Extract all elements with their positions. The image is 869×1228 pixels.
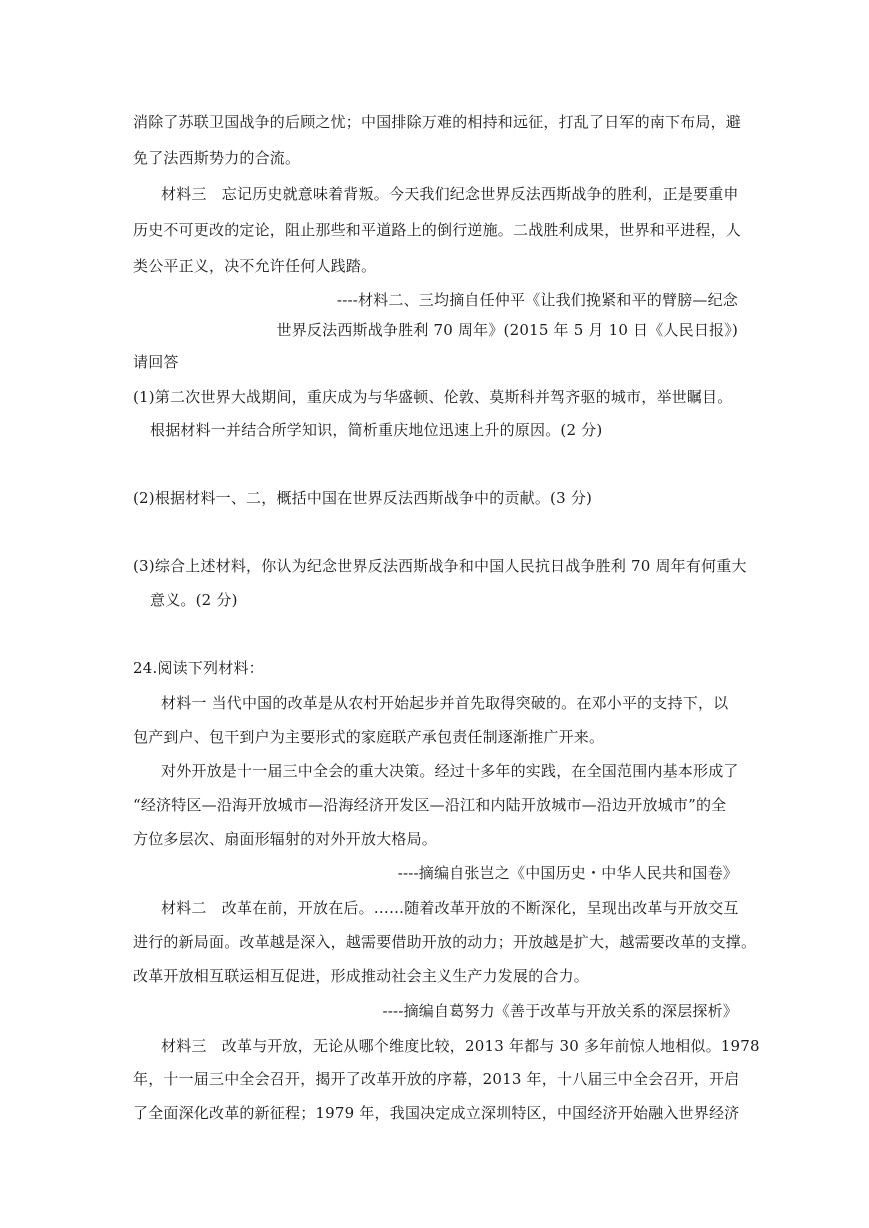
question-3-continued: 意义。(2 分): [150, 591, 238, 609]
text-line: 年，十一届三中全会召开，揭开了改革开放的序幕，2013 年，十八届三中全会召开，开启: [133, 1070, 740, 1088]
question-2: (2)根据材料一、二，概括中国在世界反法西斯战争中的贡献。(3 分): [133, 489, 593, 507]
question-24-heading: 24.阅读下列材料：: [133, 659, 264, 677]
text-line: 改革开放相互联运相互促进，形成推动社会主义生产力发展的合力。: [133, 967, 590, 985]
text-line: 免了法西斯势力的合流。: [133, 149, 301, 167]
material-three-paragraph: 材料三 忘记历史就意味着背叛。今天我们纪念世界反法西斯战争的胜利，正是要重申: [161, 185, 739, 203]
text-line: 进行的新局面。改革越是深入，越需要借助开放的动力；开放越是扩大，越需要改革的支撑。: [133, 933, 757, 951]
text-line: 消除了苏联卫国战争的后顾之忧；中国排除万难的相持和远征，打乱了日军的南下布局，避: [133, 113, 742, 131]
source-citation: ----摘编自葛努力《善于改革与开放关系的深层探析》: [382, 1002, 738, 1020]
question-1-continued: 根据材料一并结合所学知识，简析重庆地位迅速上升的原因。(2 分): [150, 421, 603, 439]
question-1: (1)第二次世界大战期间，重庆成为与华盛顿、伦敦、莫斯科并驾齐驱的城市，举世瞩目。: [133, 388, 733, 406]
material-two-paragraph: 材料二 改革在前，开放在后。……随着改革开放的不断深化，呈现出改革与开放交互: [161, 899, 739, 917]
text-line: 对外开放是十一届三中全会的重大决策。经过十多年的实践，在全国范围内基本形成了: [161, 762, 739, 780]
text-line: 包产到户、包干到户为主要形式的家庭联产承包责任制逐渐推广开来。: [133, 728, 605, 746]
question-3: (3)综合上述材料，你认为纪念世界反法西斯战争和中国人民抗日战争胜利 70 周年有何重大: [133, 557, 747, 575]
source-citation: 世界反法西斯战争胜利 70 周年》(2015 年 5 月 10 日《人民日报》): [276, 321, 738, 339]
source-citation: ----摘编自张岂之《中国历史・中华人民共和国卷》: [397, 864, 738, 882]
material-one-paragraph: 材料一 当代中国的改革是从农村开始起步并首先取得突破的。在邓小平的支持下，以: [161, 694, 729, 712]
text-line: 类公平正义，决不允许任何人践踏。: [133, 257, 377, 275]
text-line: 历史不可更改的定论，阻止那些和平道路上的倒行逆施。二战胜利成果，世界和平进程，人: [133, 221, 742, 239]
source-citation: ----材料二、三均摘自任仲平《让我们挽紧和平的臂膀—纪念: [336, 291, 738, 309]
text-line: 了全面深化改革的新征程；1979 年，我国决定成立深圳特区，中国经济开始融入世界经济: [133, 1104, 740, 1122]
text-line: “经济特区—沿海开放城市—沿海经济开发区—沿江和内陆开放城市—沿边开放城市”的全: [133, 796, 727, 814]
prompt-heading: 请回答: [133, 353, 179, 371]
material-three-paragraph: 材料三 改革与开放，无论从哪个维度比较，2013 年都与 30 多年前惊人地相似。1978: [161, 1037, 760, 1055]
text-line: 方位多层次、扇面形辐射的对外开放大格局。: [133, 830, 438, 848]
